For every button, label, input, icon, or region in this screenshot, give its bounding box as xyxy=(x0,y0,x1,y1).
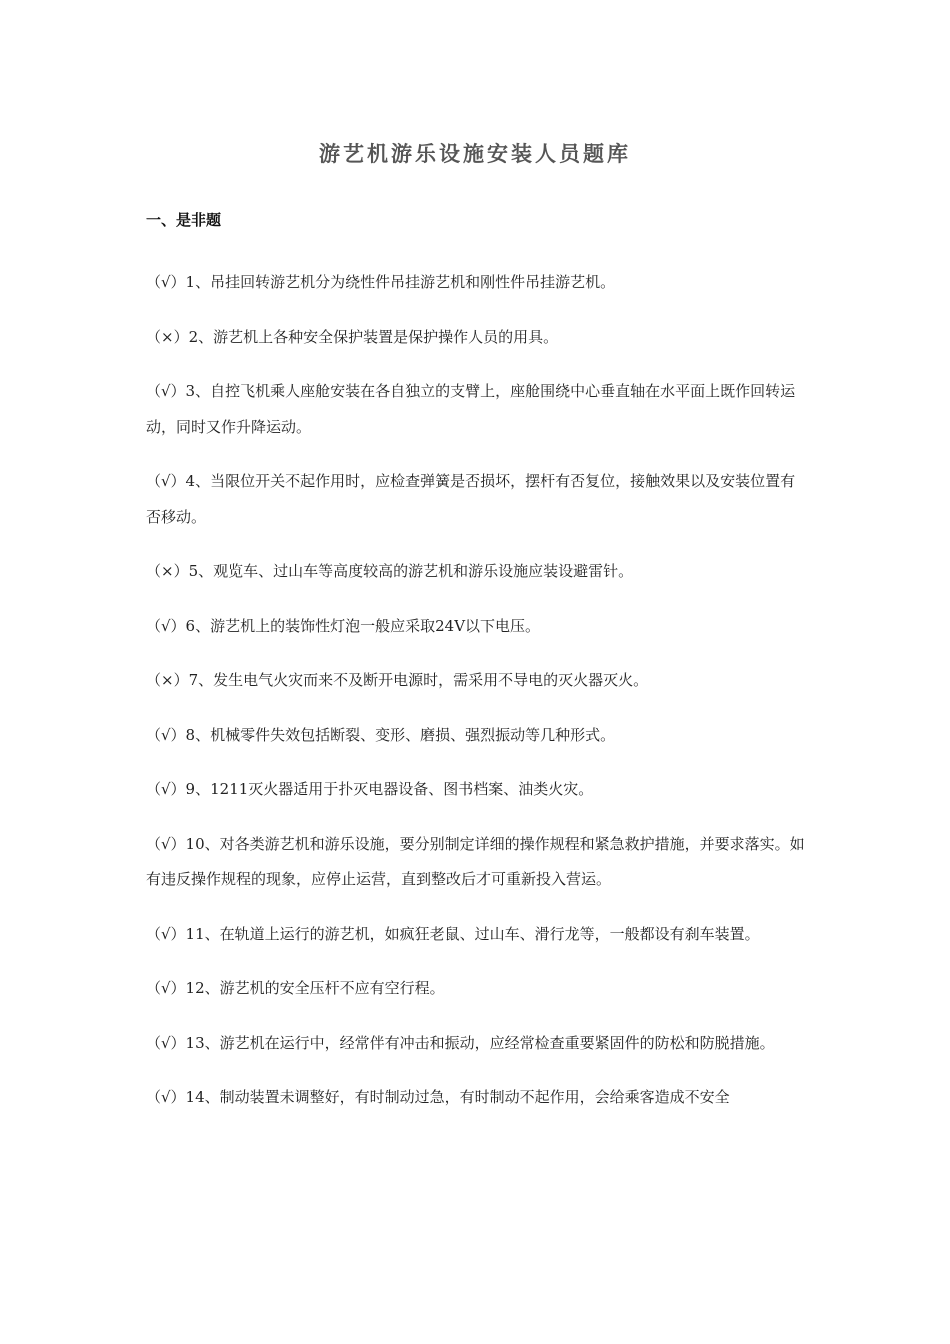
question-item: （√）3、自控飞机乘人座舱安装在各自独立的支臂上，座舱围绕中心垂直轴在水平面上既作回转运动，同时又作升降运动。 xyxy=(146,382,796,436)
question-item: （√）14、制动装置未调整好，有时制动过急，有时制动不起作用，会给乘客造成不安全 xyxy=(146,1088,730,1106)
question-item: （×）2、游艺机上各种安全保护装置是保护操作人员的用具。 xyxy=(146,327,559,346)
question-item: （√）12、游艺机的安全压杆不应有空行程。 xyxy=(146,979,445,997)
question-item: （√）10、对各类游艺机和游乐设施，要分别制定详细的操作规程和紧急救护措施，并要求落实。如有违反操作规程的现象，应停止运营，直到整改后才可重新投入营运。 xyxy=(146,834,805,888)
question-item: （√）11、在轨道上运行的游艺机，如疯狂老鼠、过山车、滑行龙等，一般都设有刹车装置。 xyxy=(146,924,760,943)
question-item: （√）6、游艺机上的装饰性灯泡一般应采取24V以下电压。 xyxy=(146,616,541,635)
question-item: （×）5、观览车、过山车等高度较高的游艺机和游乐设施应装设避雷针。 xyxy=(146,562,634,580)
question-item: （√）4、当限位开关不起作用时，应检查弹簧是否损坏，摆杆有否复位，接触效果以及安装位置有否移动。 xyxy=(146,472,796,526)
question-item: （√）8、机械零件失效包括断裂、变形、磨损、强烈振动等几种形式。 xyxy=(146,725,616,744)
question-item: （√）1、吊挂回转游艺机分为绕性件吊挂游艺机和刚性件吊挂游艺机。 xyxy=(146,273,616,291)
question-item: （√）13、游艺机在运行中，经常伴有冲击和振动，应经常检查重要紧固件的防松和防脱措施。 xyxy=(146,1033,775,1052)
question-list xyxy=(146,265,806,1135)
document-title: 游艺机游乐设施安装人员题库 xyxy=(319,141,631,166)
section-heading: 一、是非题 xyxy=(146,211,222,229)
question-item: （×）7、发生电气火灾而来不及断开电源时，需采用不导电的灭火器灭火。 xyxy=(146,671,649,689)
question-item: （√）9、1211灭火器适用于扑灭电器设备、图书档案、油类火灾。 xyxy=(146,780,594,798)
